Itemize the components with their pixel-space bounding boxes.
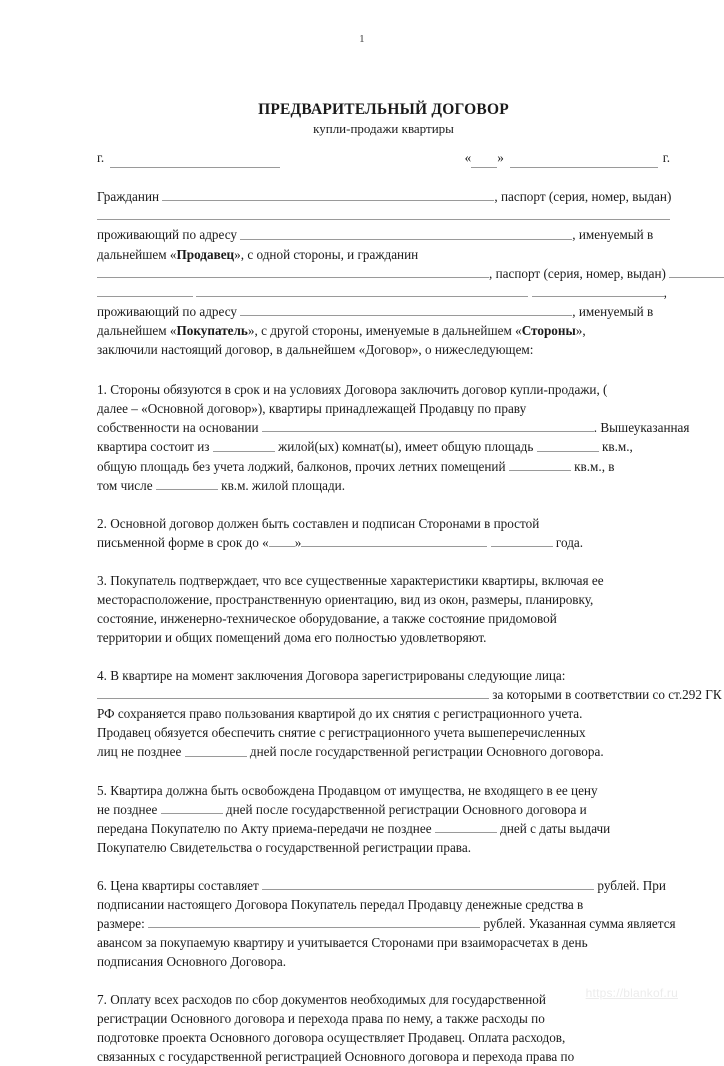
deadline-year-blank[interactable] bbox=[491, 533, 553, 547]
clause-5-line-4: Покупателю Свидетельства о государственной регистрации права. bbox=[97, 839, 472, 855]
registered-persons-tail: за которыми в соответствии со ст.292 ГК bbox=[492, 687, 722, 703]
seller-citizen-label: Гражданин bbox=[97, 189, 160, 205]
clause-5 bbox=[97, 781, 670, 857]
city-date-row bbox=[97, 148, 670, 168]
preamble-line-3 bbox=[97, 225, 670, 244]
area-no-loggia-blank[interactable] bbox=[509, 457, 571, 471]
living-area-label: том числе bbox=[97, 477, 153, 493]
clause-2-line-2 bbox=[97, 533, 670, 552]
clause-7-line-3: подготовке проекта Основного договора осуществляет Продавец. Оплата расходов, bbox=[97, 1030, 566, 1046]
day-open-quote: « bbox=[464, 150, 472, 166]
document-body bbox=[97, 100, 722, 1066]
clause-3 bbox=[97, 571, 670, 647]
preamble-line-1 bbox=[97, 187, 670, 206]
buyer-passport-blank-c[interactable] bbox=[196, 283, 528, 297]
clause-1-line-4 bbox=[97, 437, 670, 456]
seller-name-blank[interactable] bbox=[162, 187, 494, 201]
day-blank[interactable] bbox=[471, 154, 497, 168]
buyer-name-blank[interactable] bbox=[97, 264, 489, 278]
preamble-line-7 bbox=[97, 302, 670, 321]
buyer-passport-blank-d[interactable] bbox=[532, 283, 664, 297]
total-area-unit: кв.м., bbox=[601, 439, 633, 455]
vacate-days-label: не позднее bbox=[97, 801, 158, 817]
seller-role-suffix: », с одной стороны, и гражданин bbox=[234, 246, 419, 262]
total-area-label: жилой(ых) комнат(ы), имеет общую площадь bbox=[278, 439, 534, 455]
year-label: г. bbox=[662, 150, 670, 166]
seller-address-blank[interactable] bbox=[240, 225, 572, 239]
clause-4-line-4: Продавец обязуется обеспечить снятие с регистрационного учета вышеперечисленных bbox=[97, 725, 586, 741]
clause-7-line-4: связанных с государственной регистрацией Основного договора и перехода права по bbox=[97, 1049, 575, 1065]
clause-5-line-2 bbox=[97, 800, 670, 819]
advance-currency-label: рублей. Указанная сумма является bbox=[483, 916, 676, 932]
advance-blank[interactable] bbox=[148, 914, 480, 928]
seller-passport-label: , паспорт (серия, номер, выдан) bbox=[494, 189, 672, 205]
buyer-address-blank[interactable] bbox=[240, 302, 572, 316]
vacate-days-blank[interactable] bbox=[161, 800, 223, 814]
seller-passport-blank[interactable] bbox=[97, 206, 670, 220]
page-number: 1 bbox=[359, 33, 365, 45]
preamble-line-8 bbox=[97, 321, 670, 340]
ownership-basis-label: собственности на основании bbox=[97, 420, 259, 436]
site-watermark: https://blankof.ru bbox=[585, 986, 678, 1000]
city-blank[interactable] bbox=[110, 154, 280, 168]
parties-mid: », с другой стороны, именуемые в дальнейшем « bbox=[247, 323, 522, 339]
seller-role-bold: Продавец bbox=[176, 246, 235, 262]
clause-6-line-1 bbox=[97, 876, 670, 895]
clause-4-line-1: 4. В квартире на момент заключения Договора зарегистрированы следующие лица: bbox=[97, 668, 566, 684]
preamble-block bbox=[97, 187, 670, 359]
clause-5-line-3 bbox=[97, 819, 670, 838]
deadline-close-quote: » bbox=[294, 535, 302, 551]
preamble-line-6: , bbox=[97, 283, 670, 302]
price-blank[interactable] bbox=[262, 876, 594, 890]
clause-1 bbox=[97, 380, 690, 495]
registered-persons-blank[interactable] bbox=[97, 685, 489, 699]
vacate-days-tail: дней после государственной регистрации Основного договора и bbox=[225, 801, 587, 817]
area-no-loggia-unit: кв.м., в bbox=[574, 458, 615, 474]
ownership-basis-tail: . Вышеуказанная bbox=[593, 420, 690, 436]
total-area-blank[interactable] bbox=[537, 437, 599, 451]
clause-2-line-1: 2. Основной договор должен быть составлен и подписан Сторонами в простой bbox=[97, 515, 540, 531]
clause-4-line-2 bbox=[97, 685, 722, 704]
deadline-day-blank[interactable] bbox=[269, 533, 295, 547]
price-currency-label: рублей. При bbox=[597, 878, 666, 894]
deregistration-days-blank[interactable] bbox=[185, 742, 247, 756]
clause-6-line-3 bbox=[97, 914, 676, 933]
document-subtitle: купли-продажи квартиры bbox=[313, 121, 454, 137]
seller-named-label: , именуемый в bbox=[572, 227, 654, 243]
rooms-count-blank[interactable] bbox=[213, 437, 275, 451]
clause-1-line-1: 1. Стороны обязуются в срок и на условиях Договора заключить договор купли-продажи, ( bbox=[97, 382, 608, 398]
city-label: г. bbox=[97, 150, 105, 166]
clause-6-line-4: авансом за покупаемую квартиру и учитывается Сторонами при взаиморасчетах в день bbox=[97, 935, 588, 951]
clause-7-line-1: 7. Оплату всех расходов по сбор документов необходимых для государственной bbox=[97, 992, 546, 1008]
seller-role-prefix: дальнейшем « bbox=[97, 246, 177, 262]
clause-7 bbox=[97, 990, 670, 1066]
clause-2 bbox=[97, 514, 670, 552]
clause-1-line-3 bbox=[97, 418, 690, 437]
ownership-basis-blank[interactable] bbox=[262, 418, 594, 432]
deadline-year-label: года. bbox=[555, 535, 584, 551]
preamble-line-4 bbox=[97, 245, 670, 264]
area-no-loggia-label: общую площадь без учета лоджий, балконов, прочих летних помещений bbox=[97, 458, 506, 474]
parties-bold: Стороны bbox=[521, 323, 576, 339]
seller-address-label: проживающий по адресу bbox=[97, 227, 237, 243]
preamble-line-2 bbox=[97, 206, 670, 225]
buyer-address-label: проживающий по адресу bbox=[97, 304, 237, 320]
deadline-month-blank[interactable] bbox=[301, 533, 487, 547]
clause-4 bbox=[97, 666, 722, 761]
buyer-passport-label: , паспорт (серия, номер, выдан) bbox=[489, 265, 666, 281]
clause-6-line-2: подписании настоящего Договора Покупатель передал Продавцу денежные средства в bbox=[97, 897, 584, 913]
buyer-role-bold: Покупатель bbox=[176, 323, 248, 339]
clause-6-line-5: подписания Основного Договора. bbox=[97, 954, 287, 970]
clause-3-line-3: состояние, инженерно-техническое оборудование, а также состояние придомовой bbox=[97, 611, 557, 627]
buyer-role-prefix: дальнейшем « bbox=[97, 323, 177, 339]
clause-1-line-2: далее – «Основной договор»), квартиры принадлежащей Продавцу по праву bbox=[97, 401, 527, 417]
deregistration-days-tail: дней после государственной регистрации Основного договора. bbox=[249, 744, 604, 760]
living-area-unit: кв.м. жилой площади. bbox=[221, 477, 346, 493]
handover-days-blank[interactable] bbox=[435, 819, 497, 833]
preamble-line-9: заключили настоящий договор, в дальнейшем «Договор», о нижеследующем: bbox=[97, 342, 534, 358]
handover-days-tail: дней с даты выдачи bbox=[500, 820, 611, 836]
clause-3-line-2: месторасположение, пространственную ориентацию, вид из окон, размеры, планировку, bbox=[97, 592, 594, 608]
buyer-named-label: , именуемый в bbox=[572, 304, 654, 320]
deregistration-days-label: лиц не позднее bbox=[97, 744, 182, 760]
clause-3-line-1: 3. Покупатель подтверждает, что все существенные характеристики квартиры, включая ее bbox=[97, 573, 604, 589]
clause-4-line-5 bbox=[97, 742, 670, 761]
buyer-passport-blank-b[interactable] bbox=[97, 283, 193, 297]
living-area-blank[interactable] bbox=[156, 476, 218, 490]
clause-5-line-1: 5. Квартира должна быть освобождена Продавцом от имущества, не входящего в ее цену bbox=[97, 782, 598, 798]
rooms-label: квартира состоит из bbox=[97, 439, 210, 455]
document-title: ПРЕДВАРИТЕЛЬНЫЙ ДОГОВОР bbox=[258, 101, 509, 118]
clause-1-line-5 bbox=[97, 457, 670, 476]
buyer-passport-blank-a[interactable] bbox=[669, 264, 724, 278]
clause-4-line-3: РФ сохраняется право пользования квартирой до их снятия с регистрационного учета. bbox=[97, 706, 583, 722]
advance-label: размере: bbox=[97, 916, 145, 932]
month-year-blank[interactable] bbox=[510, 154, 658, 168]
clause-1-line-6 bbox=[97, 476, 670, 495]
parties-suffix: », bbox=[575, 323, 586, 339]
preamble-line-5 bbox=[97, 264, 670, 283]
handover-days-label: передана Покупателю по Акту приема-передачи не позднее bbox=[97, 820, 432, 836]
clause-3-line-4: территории и общих помещений дома его полностью удовлетворяют. bbox=[97, 630, 487, 646]
clause-7-line-2: регистрации Основного договора и перехода права по нему, а также расходы по bbox=[97, 1011, 545, 1027]
day-close-quote: » bbox=[497, 150, 504, 166]
price-label: 6. Цена квартиры составляет bbox=[97, 878, 259, 894]
clause-6 bbox=[97, 876, 676, 971]
deadline-label: письменной форме в срок до « bbox=[97, 535, 269, 551]
